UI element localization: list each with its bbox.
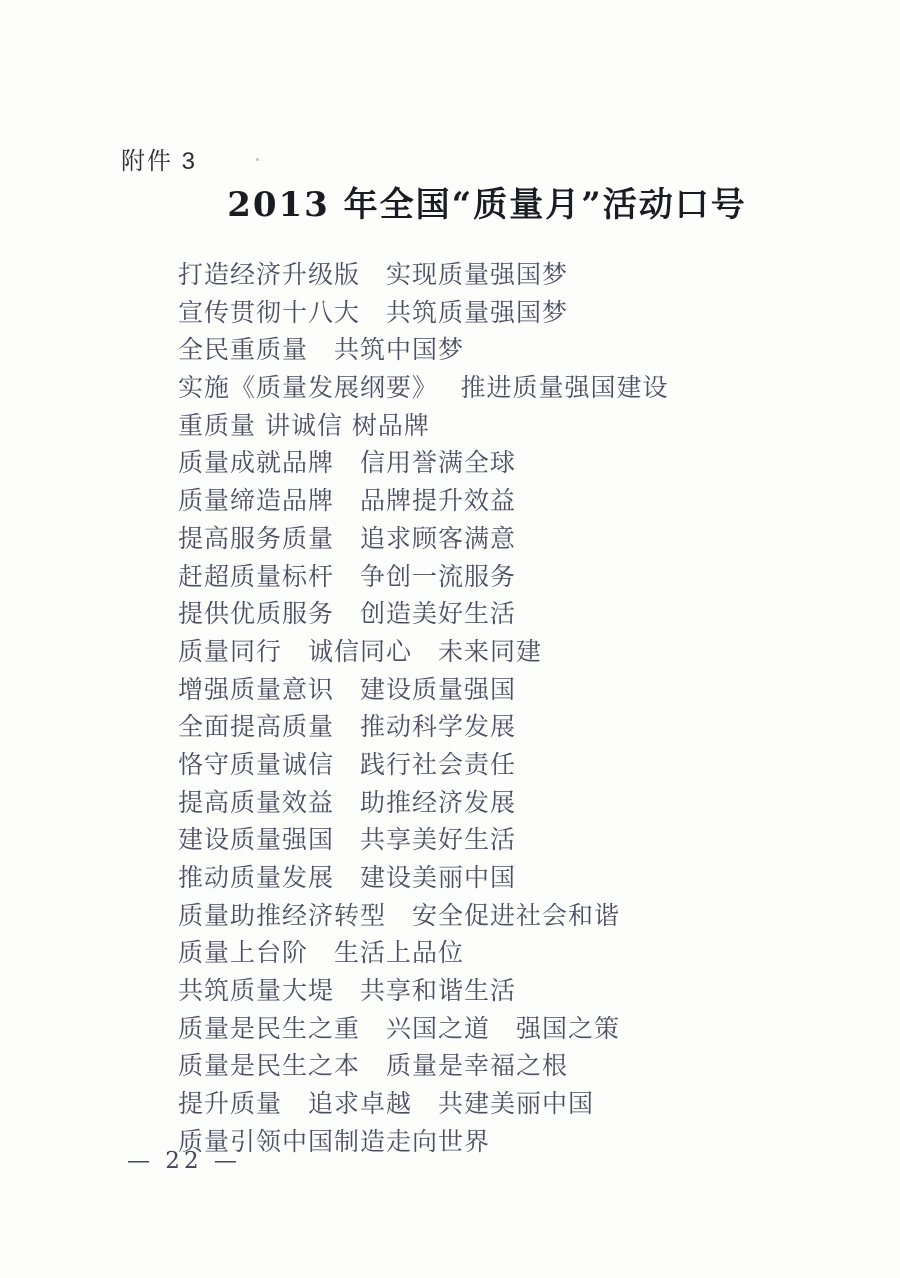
slogan-line: 全民重质量 共筑中国梦 (178, 335, 465, 365)
slogan-line: 共筑质量大堤 共享和谐生活 (178, 976, 517, 1006)
slogan-line: 质量缔造品牌 品牌提升效益 (178, 486, 517, 516)
slogan-line: 提升质量 追求卓越 共建美丽中国 (178, 1089, 595, 1119)
scan-speck (256, 158, 259, 161)
slogan-line: 质量是民生之本 质量是幸福之根 (178, 1051, 569, 1081)
slogan-line: 恪守质量诚信 践行社会责任 (178, 749, 517, 779)
slogan-list (178, 256, 838, 1161)
slogan-line: 推动质量发展 建设美丽中国 (178, 863, 517, 892)
slogan-line: 实施《质量发展纲要》 推进质量强国建设 (178, 373, 669, 403)
slogan-line: 打造经济升级版 实现质量强国梦 (178, 260, 569, 289)
slogan-line: 质量上台阶 生活上品位 (178, 938, 465, 968)
slogan-line: 提高质量效益 助推经济发展 (178, 787, 517, 817)
slogan-line: 重质量 讲诚信 树品牌 (178, 410, 430, 440)
page-title: 2013 年全国“质量月”活动口号 (227, 185, 747, 225)
slogan-line: 宣传贯彻十八大 共筑质量强国梦 (178, 297, 569, 327)
slogan-line: 质量同行 诚信同心 未来同建 (178, 636, 543, 666)
slogan-line: 增强质量意识 建设质量强国 (178, 674, 517, 704)
slogan-line: 质量引领中国制造走向世界 (178, 1126, 491, 1156)
slogan-line: 赶超质量标杆 争创一流服务 (178, 561, 517, 591)
slogan-line: 提高服务质量 追求顾客满意 (178, 523, 517, 553)
slogan-line: 全面提高质量 推动科学发展 (178, 712, 517, 742)
slogan-line: 提供优质服务 创造美好生活 (178, 599, 517, 629)
slogan-line: 质量助推经济转型 安全促进社会和谐 (178, 900, 621, 930)
page-number: — 22 — (127, 1148, 241, 1174)
slogan-line: 建设质量强国 共享美好生活 (178, 825, 517, 855)
attachment-label: 附件 3 (121, 148, 198, 175)
slogan-line: 质量成就品牌 信用誉满全球 (178, 448, 517, 478)
slogan-line: 质量是民生之重 兴国之道 强国之策 (178, 1013, 621, 1043)
